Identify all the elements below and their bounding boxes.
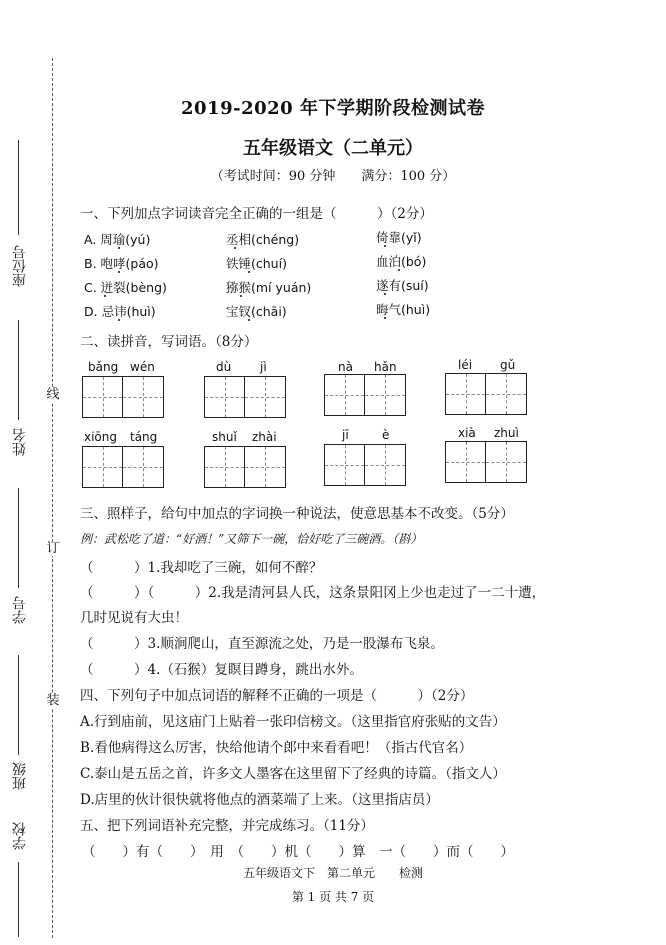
emphasis-dot — [384, 245, 386, 247]
writing-grid[interactable] — [82, 376, 164, 418]
q1-title: 一、下列加点字词读音完全正确的一组是（ ）（2分） — [80, 206, 433, 222]
q1-option: A. 周瑜(yú) — [84, 232, 151, 247]
emphasis-dot — [398, 269, 400, 271]
pinyin: zhài — [252, 430, 277, 444]
writing-grid[interactable] — [445, 373, 527, 415]
pinyin: gǔ — [500, 358, 516, 372]
writing-grid[interactable] — [204, 446, 286, 488]
pinyin: xià — [458, 426, 476, 440]
q1-option: D. 忌讳(huì) — [84, 304, 156, 319]
q1-option: 宝钗(chāi) — [226, 304, 287, 319]
q1-option: 血泊(bó) — [376, 254, 427, 269]
q5-fill-line: （ ）有（ ） 用 （ ）机（ ）算 一（ ）而（ ） — [82, 844, 514, 860]
name-write-line — [18, 320, 19, 420]
q4-option-a: A.行到庙前，见这庙门上贴着一张印信榜文。（这里指官府张贴的文告） — [80, 714, 506, 730]
q3-example: 例：武松吃了道：“好酒！”又筛下一碗，恰好吃了三碗酒。（斟） — [80, 532, 423, 546]
class-label: 班级 — [12, 762, 28, 790]
binding-char-ding: 订 — [46, 541, 60, 556]
q1-option: 倚靠(yǐ) — [376, 230, 422, 245]
emphasis-dot — [384, 317, 386, 319]
q1-option: B. 咆哮(páo) — [84, 256, 159, 271]
student-id-label: 学号 — [12, 596, 28, 624]
exam-subtitle: 五年级语文（二单元） — [243, 138, 423, 159]
pinyin: wén — [130, 360, 155, 374]
binding-char-xian: 线 — [46, 387, 60, 402]
pinyin: xiōng — [84, 430, 117, 444]
q3-item-1: （ ）1.我却吃了三碗，如何不醉？ — [80, 560, 323, 576]
q4-title: 四、下列句子中加点词语的解释不正确的一项是（ ）（2分） — [80, 688, 474, 704]
q3-item-2-cont: 几时见说有大虫！ — [80, 610, 188, 626]
q3-item-4: （ ）4.（石猴）复瞑目蹲身，跳出水外。 — [80, 662, 363, 678]
student-id-write-line — [18, 488, 19, 588]
q1-option: 遂有(suí) — [376, 278, 429, 293]
pinyin: táng — [130, 430, 158, 444]
pinyin: è — [382, 428, 390, 442]
q3-item-3: （ ）3.顺涧爬山，直至源流之处，乃是一股瀑布飞泉。 — [80, 636, 444, 652]
q1-option: C. 迸裂(bèng) — [84, 280, 167, 295]
emphasis-dot — [248, 271, 250, 273]
q1-option: 铁锤(chuí) — [226, 256, 287, 271]
school-label: 学校 — [12, 822, 28, 850]
pinyin: shuǐ — [212, 430, 237, 444]
class-write-line — [18, 655, 19, 755]
q4-option-b: B.看他病得这么厉害，快给他请个郎中来看看吧！（指古代官名） — [80, 740, 473, 756]
pinyin: bǎng — [88, 360, 119, 374]
q4-option-c: C.泰山是五岳之首，许多文人墨客在这里留下了经典的诗篇。（指文人） — [80, 766, 506, 782]
emphasis-dot — [104, 295, 106, 297]
q1-option: 晦气(huì) — [376, 302, 431, 317]
writing-grid[interactable] — [324, 374, 406, 416]
emphasis-dot — [248, 319, 250, 321]
binding-dashed-line — [52, 58, 53, 938]
exam-info: （考试时间：90 分钟 满分：100 分） — [210, 169, 456, 184]
q3-title: 三、照样子，给句中加点的字词换一种说法，使意思基本不改变。（5分） — [80, 506, 514, 522]
q2-title: 二、读拼音，写词语。（8分） — [80, 334, 258, 350]
writing-grid[interactable] — [324, 444, 406, 486]
pinyin: jī — [342, 428, 349, 442]
emphasis-dot — [118, 319, 120, 321]
writing-grid[interactable] — [204, 376, 286, 418]
pinyin: hǎn — [374, 360, 397, 374]
emphasis-dot — [240, 295, 242, 297]
pinyin: nà — [338, 360, 353, 374]
seat-label: 座位号 — [12, 245, 28, 287]
emphasis-dot — [384, 293, 386, 295]
pinyin: léi — [458, 358, 473, 372]
emphasis-dot — [118, 271, 120, 273]
binding-char-zhuang: 装 — [46, 693, 60, 708]
exam-title: 2019-2020 年下学期阶段检测试卷 — [181, 98, 485, 119]
pinyin: dù — [216, 360, 232, 374]
pinyin: zhuì — [494, 426, 519, 440]
name-label: 姓名 — [12, 428, 28, 456]
q1-option: 猕猴(mí yuán) — [226, 280, 312, 295]
pinyin: jì — [260, 360, 267, 374]
q5-title: 五、把下列词语补充完整，并完成练习。（11分） — [80, 818, 374, 834]
emphasis-dot — [118, 247, 120, 249]
page-number: 第 1 页 共 7 页 — [291, 890, 375, 904]
writing-grid[interactable] — [445, 441, 527, 483]
q4-option-d: D.店里的伙计很快就将他点的酒菜端了上来。（这里指店员） — [80, 792, 439, 808]
q1-option: 丞相(chéng) — [226, 232, 300, 247]
q3-item-2: （ ）（ ）2.我是清河县人氏，这条景阳冈上少也走过了一二十遭， — [80, 585, 546, 601]
emphasis-dot — [234, 247, 236, 249]
writing-grid[interactable] — [82, 446, 164, 488]
footer-course: 五年级语文下 第二单元 检测 — [242, 866, 423, 880]
